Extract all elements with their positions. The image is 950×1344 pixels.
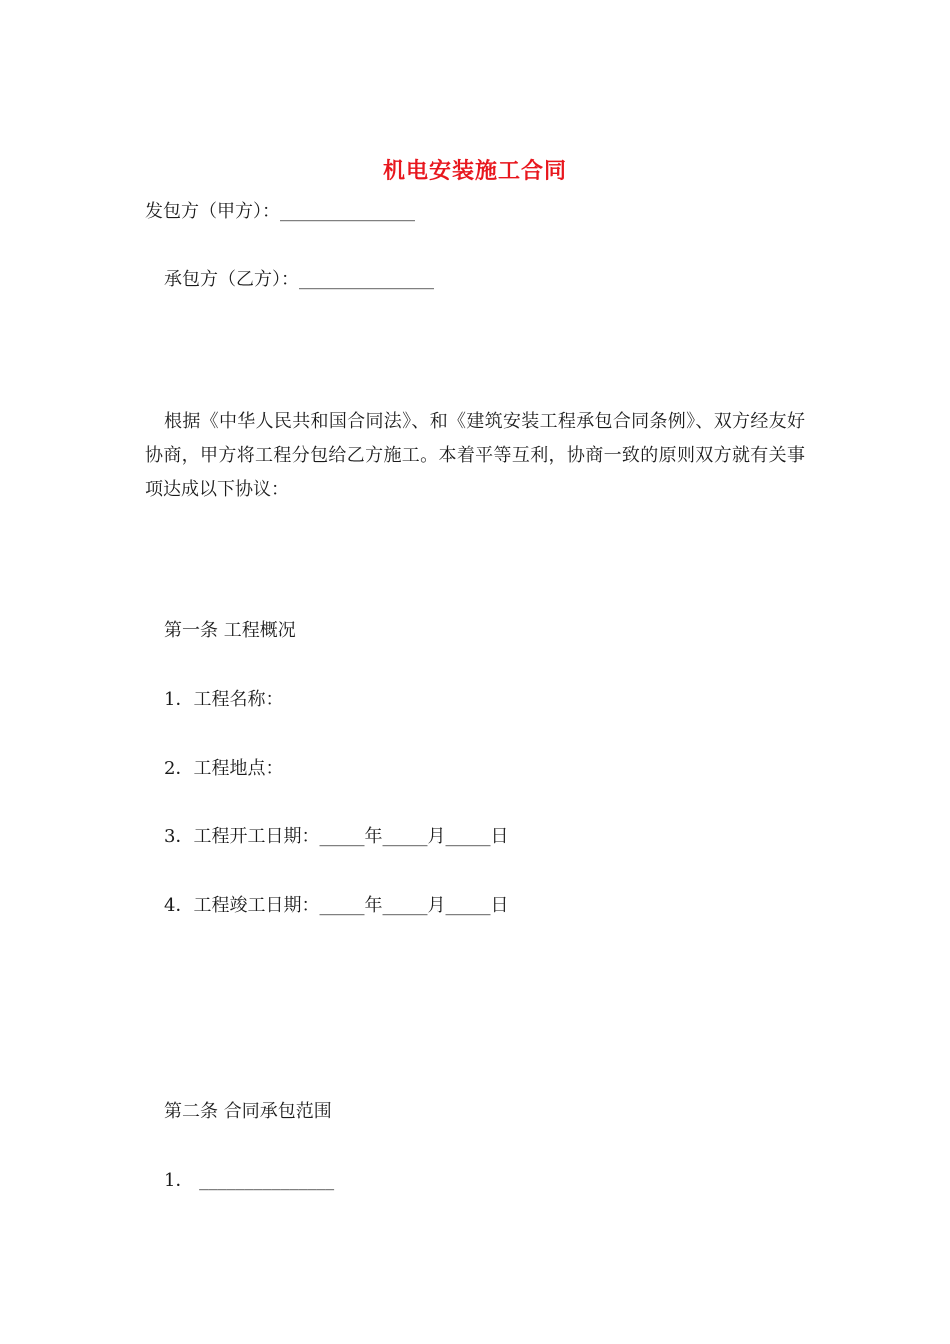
article-1-item-2: 2．工程地点： <box>164 758 284 779</box>
article-1-item-4: 4．工程竣工日期：_____年_____月_____日 <box>164 895 509 916</box>
party-a-line: 发包方（甲方）：_______________ <box>145 201 415 222</box>
document-title: 机电安装施工合同 <box>382 158 567 184</box>
article-2-item-1: 1． _______________ <box>164 1170 335 1191</box>
preamble-paragraph: 根据《中华人民共和国合同法》、和《建筑安装工程承包合同条例》、双方经友好协商，甲方将工程分包给乙方施工。本着平等互利，协商一致的原则双方就有关事项达成以下协议： <box>145 411 805 500</box>
party-b-line: 承包方（乙方）：_______________ <box>164 269 434 290</box>
article-1-item-3: 3．工程开工日期：_____年_____月_____日 <box>164 826 509 847</box>
article-2-heading: 第二条 合同承包范围 <box>164 1101 332 1122</box>
article-1-heading: 第一条 工程概况 <box>164 620 296 641</box>
article-1-item-1: 1．工程名称： <box>164 689 284 710</box>
